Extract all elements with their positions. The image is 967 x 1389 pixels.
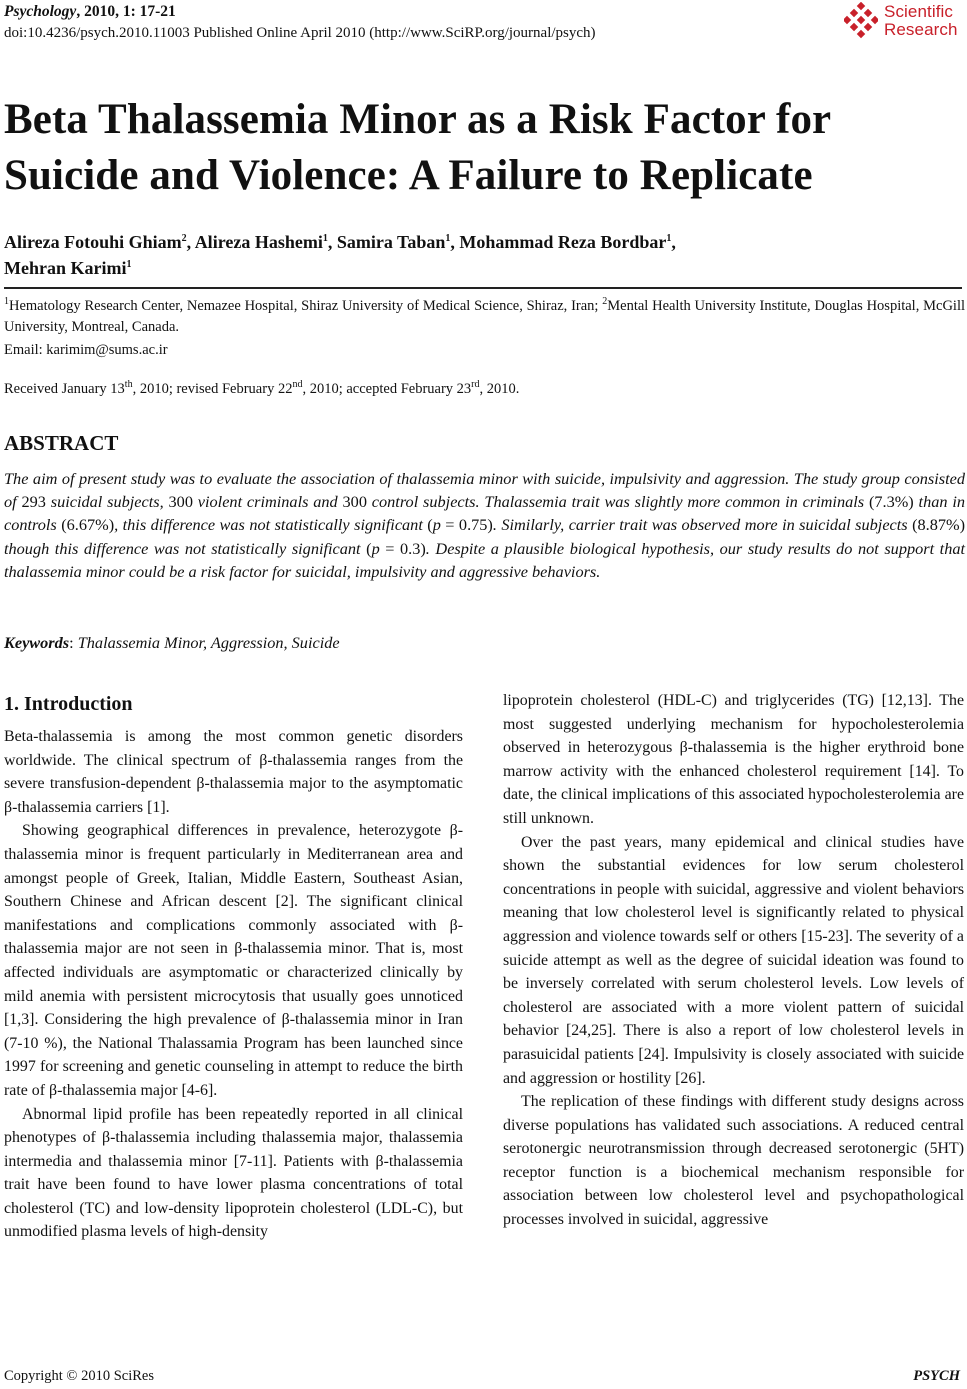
abstract-text: suicidal subjects, — [45, 492, 169, 512]
keywords — [4, 632, 340, 654]
p-value-symbol: p — [432, 515, 441, 535]
keywords-colon: : — [69, 633, 78, 652]
date-ordinal: nd — [292, 379, 303, 391]
received-text: , 2010; accepted February 23 — [302, 381, 472, 397]
received-text: , 2010; revised February 22 — [132, 381, 293, 397]
abstract-number: 293 — [21, 492, 46, 512]
affiliations — [4, 296, 965, 338]
abstract-number: ( — [427, 515, 433, 535]
body-paragraph: Showing geographical differences in prevalence, heterozygote β-thalassemia minor is frequent particularly in Mediterranean area and amongst people of Greek, Italian, Middle Eastern, Southeast Asian, Southern Chinese and African descent [2]. The significant clinical manifestations and complications commonly associated with β-thalassemia major are not seen in β-thalassemia minor. That is, most affected individuals are asymptomatic or characterized clinically by mild anemia with persistent microcytosis that usually goes unnoticed [1,3]. Considering the high prevalence of β-thalassemia minor in Iran (7-10 %), the National Thalassamia Program has been launched since 1997 for screening and genetic counseling in attempt to reduce the birth rate of β-thalassemia major [4-6]. — [4, 822, 463, 1099]
abstract-text: . Similarly, carrier trait was observed more in suicidal subjects — [492, 515, 913, 535]
author-affil-mark: 1 — [126, 259, 132, 270]
section-heading-introduction: 1. Introduction — [4, 693, 133, 715]
received-dates — [4, 379, 519, 400]
body-paragraph: The replication of these findings with different study designs across diverse populations has validated such associations. A reduced central serotonergic neurotransmission through decreased serotonergic (5HT) receptor function is a biochemical mechanism responsible for association between low cholesterol level and psychopathological processes involved in suicidal, aggressive — [503, 1093, 964, 1229]
body-paragraph: Abnormal lipid profile has been repeatedly reported in all clinical phenotypes of β-thalassemia including thalassemia major, thalassemia intermedia and thalassemia minor [7-11]. Patients with β-thalassemia trait have been found to have lower plasma concentrations of total cholesterol (TC) and low-density lipoprotein cholesterol (LDL-C), but unmodified plasma levels of high-density — [4, 1105, 463, 1241]
author-separator: , — [450, 232, 460, 252]
author-name: Samira Taban — [336, 232, 446, 252]
abstract-number: (6.67%) — [61, 515, 115, 535]
author-affil-mark: 1 — [445, 233, 451, 244]
affil-text: Mental Health University Institute, Douglas Hospital, McGill University, Montreal, Canada. — [4, 298, 966, 335]
abstract-number: (8.87%) — [912, 515, 965, 535]
contact-email: Email: karimim@sums.ac.ir — [4, 342, 168, 358]
publisher-logo — [844, 2, 962, 42]
logo-line-1: Scientific — [884, 2, 954, 21]
right-column — [503, 689, 964, 1232]
paper-page — [4, 0, 966, 1389]
abstract-text: , this difference was not statistically significant — [114, 515, 428, 535]
body-paragraph: Over the past years, many epidemical and clinical studies have shown the substantial evidences for low serum cholesterol concentrations in people with suicidal, aggressive and violent behaviors meaning that low cholesterol level is significantly related to physical aggression and violence towards self or others [15-23]. The severity of a suicide attempt as well as the degree of suicidal ideation was found to be inversely correlated with serum cholesterol levels. Low levels of cholesterol are associated with a more violent pattern of suicidal behavior [24,25]. There is also a report of low cholesterol levels in parasuicidal patients [24]. Impulsivity is closely associated with suicide and aggression or hostility [26]. — [503, 833, 964, 1087]
body-paragraph: lipoprotein cholesterol (HDL-C) and triglycerides (TG) [12,13]. The most suggested underlying mechanism for hypocholesterolemia observed in heterozygous β-thalassemia is the higher erythroid bone marrow activity with the enhanced cholesterol requirement [14]. To date, the clinical implications of this associated hypocholesterolemia are still unknown. — [503, 692, 964, 827]
abstract-text: though this difference was not statistically significant — [4, 538, 367, 558]
author-name: Mohammad Reza Bordbar — [459, 232, 667, 252]
affil-text: Hematology Research Center, Nemazee Hospital, Shiraz University of Medical Science, Shiraz, Iran; — [9, 298, 603, 314]
footer-copyright: Copyright © 2010 SciRes — [4, 1368, 154, 1384]
abstract-body — [4, 467, 965, 583]
abstract-text: control subjects. Thalassemia trait was slightly more common in criminals — [366, 492, 869, 512]
left-column — [4, 691, 463, 1244]
publisher-logo-text — [884, 3, 958, 39]
logo-line-2: Research — [884, 20, 958, 39]
abstract-number: (7.3%) — [868, 492, 914, 512]
journal-name: Psychology — [4, 3, 77, 20]
author-separator: , — [327, 232, 337, 252]
abstract-number: ( — [366, 538, 372, 558]
date-ordinal: rd — [471, 379, 480, 391]
abstract-text: violent criminals and — [192, 492, 343, 512]
abstract-number: = 0.75) — [440, 515, 493, 535]
abstract-text: than in controls — [4, 492, 965, 535]
affil-mark: 1 — [4, 296, 9, 308]
keywords-text: Thalassemia Minor, Aggression, Suicide — [77, 633, 340, 652]
journal-volume: , 2010, 1: 17-21 — [76, 3, 176, 20]
author-list — [4, 229, 959, 281]
header-divider — [4, 287, 962, 289]
body-paragraph: Beta-thalassemia is among the most common genetic disorders worldwide. The clinical spectrum of β-thalassemia ranges from the severe transfusion-dependent β-thalassemia major to the asymptomatic β-thalassemia carriers [1]. — [4, 728, 463, 816]
footer-journal: PSYCH — [913, 1368, 960, 1384]
author-affil-mark: 1 — [322, 233, 328, 244]
author-name: Alireza Fotouhi Ghiam — [4, 232, 182, 252]
abstract-heading: ABSTRACT — [4, 431, 119, 455]
abstract-text: The aim of present study was to evaluate the association of thalassemia minor with suicide, impulsivity and aggression. The study group consisted of — [4, 469, 965, 512]
author-affil-mark: 2 — [181, 233, 187, 244]
journal-citation — [4, 2, 176, 22]
affil-mark: 2 — [602, 296, 608, 308]
abstract-number: = 0.3) — [379, 538, 426, 558]
received-text: Received January 13 — [4, 381, 125, 397]
author-name: Alireza Hashemi — [194, 232, 323, 252]
p-value-symbol: p — [371, 538, 380, 558]
publisher-logo-icon — [844, 2, 878, 40]
received-text: , 2010. — [479, 381, 520, 397]
keywords-label: Keywords — [4, 633, 70, 652]
author-affil-mark: 1 — [666, 233, 672, 244]
author-separator: , — [186, 232, 195, 252]
author-separator: , — [671, 232, 676, 252]
author-name: Mehran Karimi — [4, 258, 127, 278]
abstract-text: . Despite a plausible biological hypothesis, our study results do not support that thalassemia minor could be a risk factor for suicidal, impulsivity and aggressive behaviors. — [4, 538, 965, 581]
paper-title: Beta Thalassemia Minor as a Risk Factor for Suicide and Violence: A Failure to Replicate — [4, 96, 831, 199]
abstract-number: 300 — [342, 492, 367, 512]
doi-line: doi:10.4236/psych.2010.11003 Published Online April 2010 (http://www.SciRP.org/journal/psych) — [4, 25, 596, 41]
date-ordinal: th — [124, 379, 133, 391]
abstract-number: 300 — [168, 492, 193, 512]
